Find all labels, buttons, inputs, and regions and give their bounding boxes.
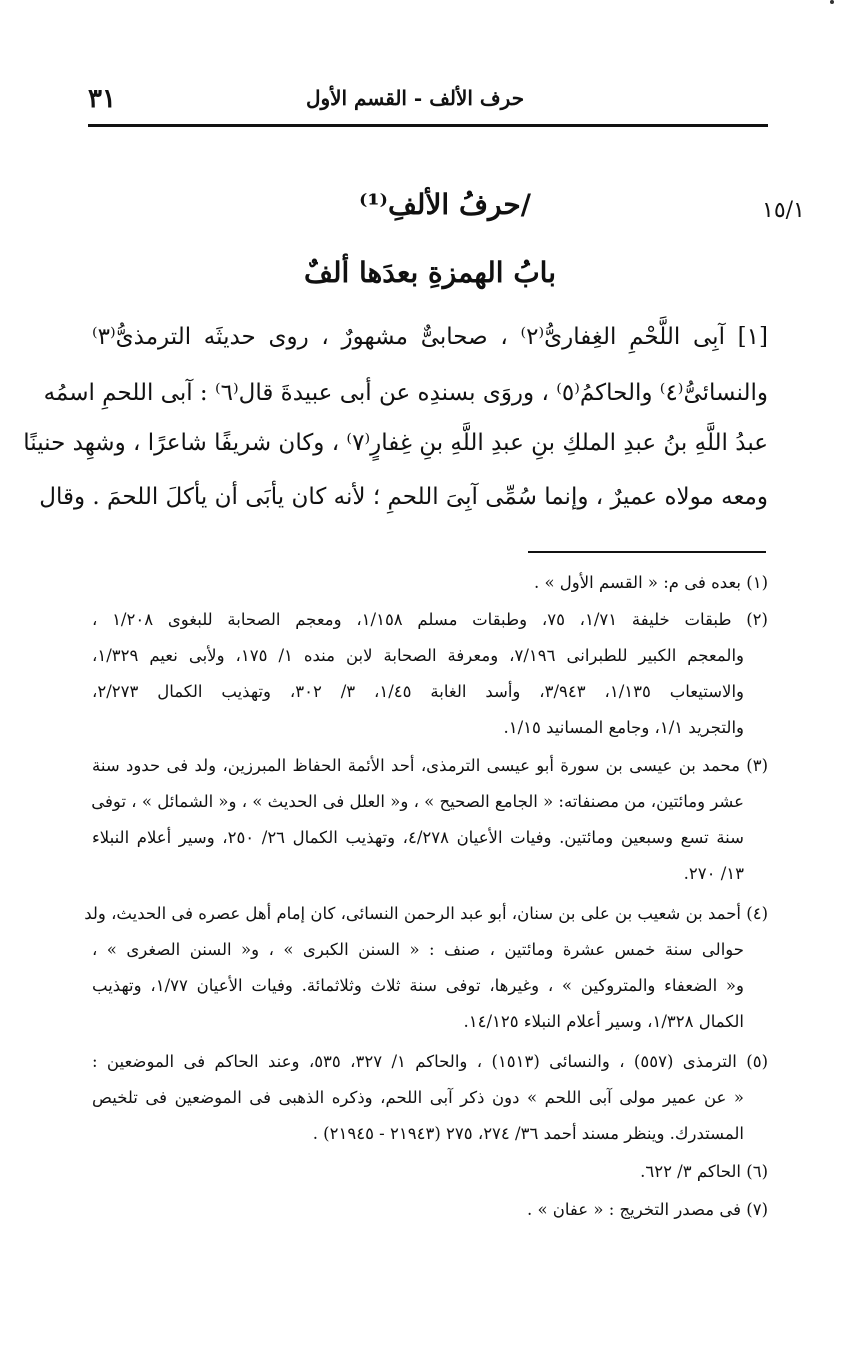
footnote-line: (٤) أحمد بن شعيب بن على بن سنان، أبو عبد الرحمن النسائى، كان إمام أهل عصره فى الحديث، ولد — [84, 904, 768, 923]
footnote-line: (٣) محمد بن عيسى بن سورة أبو عيسى الترمذى، أحد الأئمة الحفاظ المبرزين، ولد فى حدود سنة — [92, 756, 768, 775]
header-rule — [88, 124, 768, 127]
footnote-line: (٧) فى مصدر التخريج : « عفان » . — [526, 1200, 768, 1219]
page-number: ٣١ — [88, 84, 116, 114]
footnote-line: والاستيعاب ١/١٣٥، ٣/٩٤٣، وأسد الغابة ١/٤٥، ٣/ ٣٠٢، وتهذيب الكمال ٢/٢٧٣، — [92, 682, 744, 701]
footnote-line: عشر ومائتين، من مصنفاته: « الجامع الصحيح » ، و« العلل فى الحديث » ، و« الشمائل » ، توفى — [91, 792, 744, 811]
scan-speck — [830, 0, 834, 4]
footnote-line: والمعجم الكبير للطبرانى ٧/١٩٦، ومعرفة الصحابة لابن منده ١/ ١٧٥، ولأبى نعيم ١/٣٢٩، — [92, 646, 744, 665]
main-text-line: والنسائىُّ⁽٤⁾ والحاكمُ⁽٥⁾ ، وروَى بسندِه عن أبى عبيدةَ قال⁽٦⁾ : آبى اللحمِ اسمُه — [43, 380, 768, 406]
footnote-line: و« الضعفاء والمتروكين » ، وغيرها، توفى سنة ثلاث وثلاثمائة. وفيات الأعيان ١/٧٧، وتهذيب — [92, 976, 744, 995]
footnote-line: ١٣/ ٢٧٠. — [683, 864, 744, 883]
margin-reference: ١٥/١ — [762, 198, 805, 223]
footnote-line: (١) بعده فى م: « القسم الأول » . — [533, 573, 768, 592]
footnote-line: المستدرك. وينظر مسند أحمد ٣٦/ ٢٧٤، ٢٧٥ (٢١٩٤٣ - ٢١٩٤٥) . — [312, 1124, 744, 1143]
footnote-line: سنة تسع وسبعين ومائتين. وفيات الأعيان ٤/٢٧٨، وتهذيب الكمال ٢٦/ ٢٥٠، وسير أعلام النبلاء — [92, 828, 744, 847]
footnote-line: الكمال ١/٣٢٨، وسير أعلام النبلاء ١٤/١٢٥. — [463, 1012, 744, 1031]
footnote-line: (٢) طبقات خليفة ١/٧١، ٧٥، وطبقات مسلم ١/١٥٨، ومعجم الصحابة للبغوى ١/٢٠٨ ، — [92, 610, 768, 629]
footnote-line: (٥) الترمذى (٥٥٧) ، والنسائى (١٥١٣) ، والحاكم ١/ ٣٢٧، ٥٣٥، وعند الحاكم فى الموضعين : — [92, 1052, 769, 1071]
chapter-title: بابُ الهمزةِ بعدَها ألفٌ — [303, 256, 557, 289]
main-text-line: ومعه مولاه عميرٌ ، وإنما سُمِّى آبِىَ اللحمِ ؛ لأنه كان يأبَى أن يأكلَ اللحمَ . وقال — [39, 484, 768, 510]
footnote-line: « عن عمير مولى آبى اللحم » دون ذكر آبى اللحم، وذكره الذهبى فى الموضعين فى تلخيص — [92, 1088, 744, 1107]
running-head: حرف الألف - القسم الأول — [305, 86, 525, 110]
footnote-line: والتجريد ١/١، وجامع المسانيد ١/١٥. — [503, 718, 744, 737]
main-text-line: عبدُ اللَّهِ بنُ عبدِ الملكِ بنِ عبدِ اللَّهِ بنِ غِفارٍ⁽٧⁾ ، وكان شريفًا شاعرًا ، وشهِد حنينًا — [23, 430, 768, 456]
main-text-line: [١] آبِى اللَّحْمِ الغِفارىُّ⁽٢⁾ ، صحابىٌّ مشهورٌ ، روى حديثَه الترمذىُّ⁽٣⁾ — [92, 324, 768, 350]
footnote-separator — [528, 551, 766, 553]
footnote-line: (٦) الحاكم ٣/ ٦٢٢. — [640, 1162, 768, 1181]
footnote-line: حوالى سنة خمس عشرة ومائتين ، صنف : « السنن الكبرى » ، و« السنن الصغرى » ، — [92, 940, 744, 959]
section-title: /حرفُ الألفِ⁽¹⁾ — [359, 188, 531, 221]
